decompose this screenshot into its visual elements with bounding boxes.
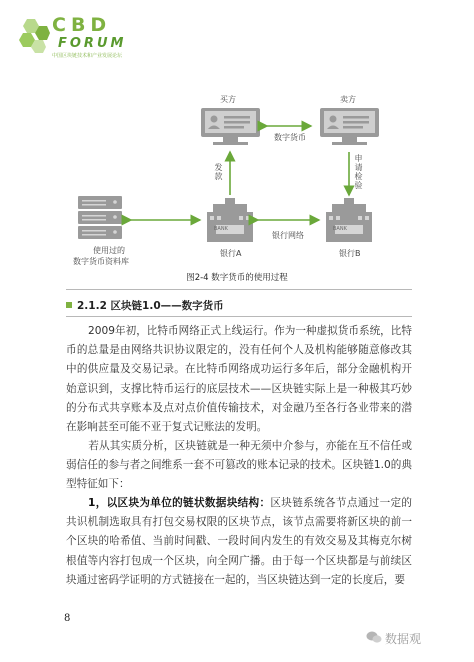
bank-a-label: 银行A: [220, 249, 242, 258]
paragraph-2: [66, 437, 412, 495]
paragraph-1: [66, 322, 412, 437]
page-number: 8: [64, 613, 71, 624]
bank-b-building-icon: [326, 198, 372, 242]
seller-computer-icon: [320, 108, 379, 145]
bank-a-building-icon: [207, 198, 253, 242]
database-label-line2: 数字货币资料库: [73, 257, 129, 266]
buyer-computer-icon: [201, 108, 260, 145]
database-server-icon: [78, 196, 122, 239]
logo-cbd-text: CBD: [52, 14, 112, 36]
paragraph-1-text: 2009年初，比特币网络正式上线运行。作为一种虚拟货币系统，比特币的总量是由网络共识协议限定的，没有任何个人及机构能够随意修改其中的供应量及交易记录。在比特币网络成功运行多年后，部分金融机构开始意识到，支撑比特币运行的底层技术——区块链实际上是一种极其巧妙的分布式共享账本及点对点价值传输技术，对金融乃至各行各业带来的潜在影响甚至可能不亚于复式记账法的发明。: [66, 325, 412, 434]
logo-forum-text: FORUM: [58, 36, 127, 51]
paragraph-3-text: 区块链系统各节点通过一定的共识机制选取具有打包交易权限的区块节点，该节点需要将新区块的前一个区块的哈希值、当前时间戳、一段时间内发生的有效交易及其梅克尔树根值等内容打包成一个区块，向全网广播。由于每一个区块都是与前续区块通过密码学证明的方式链接在一起的，当区块链达到一定的长度后，要: [66, 497, 413, 586]
watermark-text: 数据观: [385, 632, 422, 646]
logo-subtitle: 中国区块链技术和产业发展论坛: [52, 53, 123, 59]
issue-label: 发款: [214, 163, 223, 181]
database-label-line1: 使用过的: [93, 246, 125, 255]
paragraph-3: [66, 494, 412, 590]
section-bullet-icon: [66, 302, 72, 308]
section-rule-top: [66, 289, 412, 290]
paragraph-2-text: 若从其实质分析，区块链就是一种无须中介参与，亦能在互不信任或弱信任的参与者之间维系一套不可篡改的账本记录的技术。区块链1.0的典型特征如下：: [66, 440, 412, 491]
section-rule-bottom: [66, 316, 412, 317]
figure-caption: 图2-4 数字货币的使用过程: [186, 273, 288, 283]
bank-network-label: 银行网络: [272, 231, 304, 240]
bank-a-sign: BANK: [214, 226, 228, 232]
digital-currency-label: 数字货币: [274, 133, 306, 142]
bank-b-sign: BANK: [333, 226, 347, 232]
buyer-label: 买方: [220, 95, 236, 104]
section-title: 2.1.2 区块链1.0——数字货币: [77, 300, 224, 312]
seller-label: 卖方: [340, 95, 356, 104]
digital-currency-flow-diagram: [0, 0, 474, 290]
paragraph-3-lead: 1，以区块为单位的链状数据块结构：: [88, 497, 271, 509]
wechat-icon: [366, 630, 382, 644]
bank-b-label: 银行B: [339, 249, 361, 258]
apply-verify-label: 申请检验: [354, 154, 363, 190]
